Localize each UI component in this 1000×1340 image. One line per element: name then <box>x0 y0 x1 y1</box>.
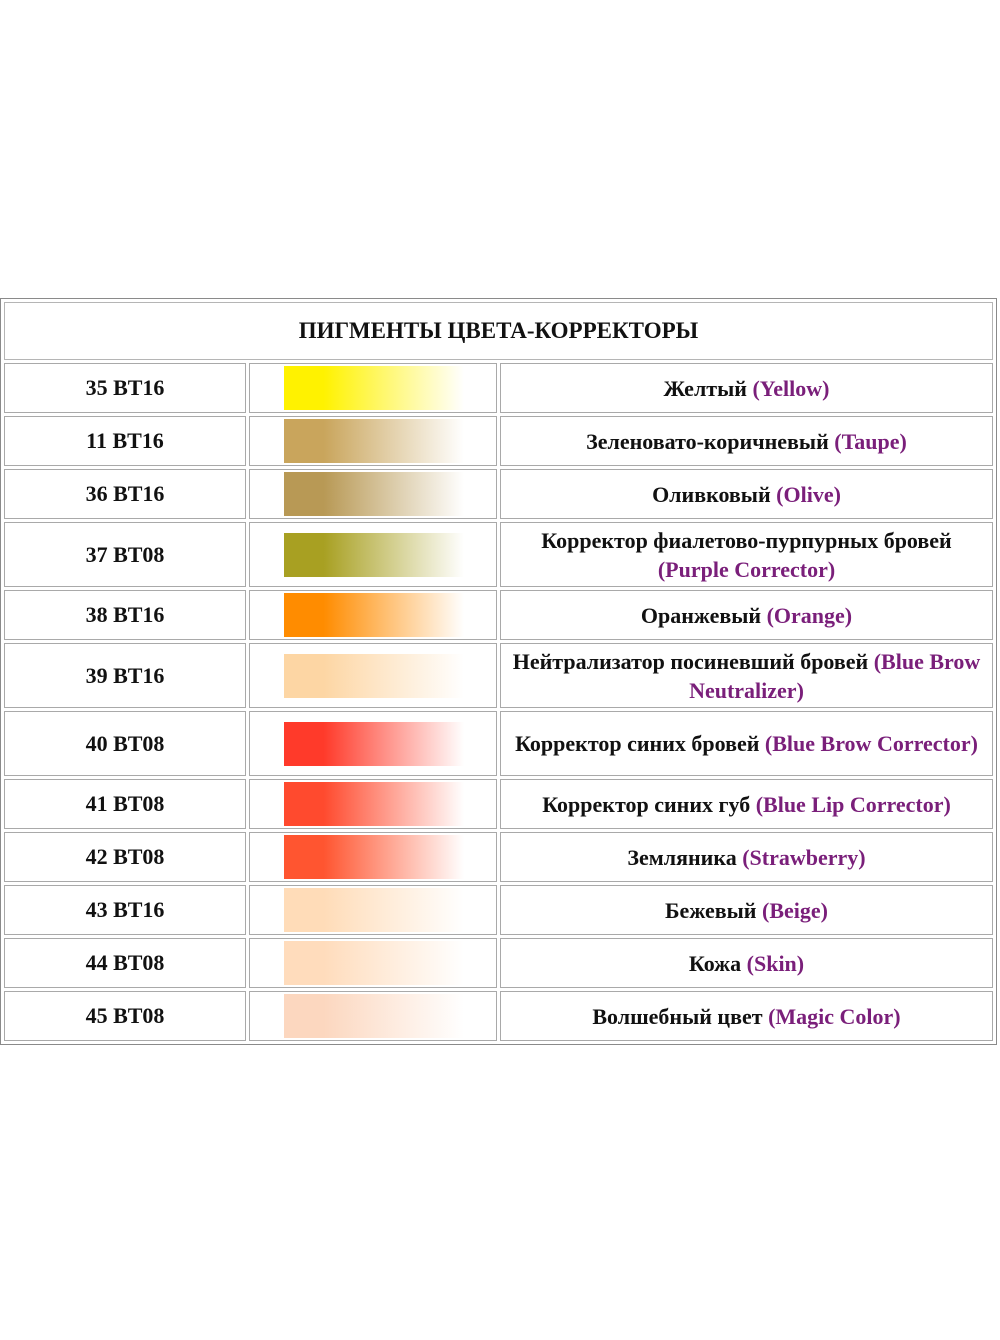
table-row <box>4 991 993 1041</box>
pigment-name-ru: Кожа <box>688 950 742 976</box>
pigment-table <box>0 298 997 1045</box>
swatch-cell <box>249 643 497 708</box>
color-swatch <box>284 593 464 637</box>
pigment-code: 11 BT16 <box>4 416 246 466</box>
swatch-cell <box>249 938 497 988</box>
pigment-name-en: (Orange) <box>766 602 853 628</box>
pigment-name-ru: Корректор синих губ <box>542 791 751 817</box>
pigment-code: 42 BT08 <box>4 832 246 882</box>
table-body <box>1 363 996 1041</box>
pigment-code: 38 BT16 <box>4 590 246 640</box>
swatch-cell <box>249 991 497 1041</box>
color-swatch <box>284 722 464 766</box>
pigment-name-text <box>515 729 978 758</box>
pigment-name <box>500 590 993 640</box>
table-row <box>4 885 993 935</box>
pigment-name <box>500 885 993 935</box>
color-swatch <box>284 472 464 516</box>
pigment-name-ru: Корректор синих бровей <box>515 731 760 756</box>
pigment-name-en: (Blue Brow Neutralizer) <box>689 648 981 703</box>
swatch-cell <box>249 363 497 413</box>
pigment-code: 36 BT16 <box>4 469 246 519</box>
pigment-name-text <box>505 647 988 705</box>
pigment-name-text <box>542 790 951 819</box>
pigment-name <box>500 416 993 466</box>
pigment-name-en: (Taupe) <box>834 428 907 454</box>
pigment-code: 45 BT08 <box>4 991 246 1041</box>
pigment-name <box>500 832 993 882</box>
pigment-name-text <box>627 843 865 872</box>
table-row <box>4 938 993 988</box>
pigment-name-text <box>505 526 988 584</box>
pigment-code: 40 BT08 <box>4 711 246 776</box>
pigment-name-en: (Yellow) <box>752 375 830 401</box>
pigment-name-text <box>652 480 841 509</box>
table-row <box>4 779 993 829</box>
pigment-name <box>500 711 993 776</box>
swatch-cell <box>249 416 497 466</box>
pigment-name-ru: Оливковый <box>652 481 771 507</box>
pigment-name-en: (Strawberry) <box>742 844 866 870</box>
pigment-name-ru: Желтый <box>663 375 747 401</box>
table-row <box>4 832 993 882</box>
color-swatch <box>284 366 464 410</box>
color-swatch <box>284 419 464 463</box>
pigment-name-en: (Blue Brow Corrector) <box>764 731 978 756</box>
color-swatch <box>284 888 464 932</box>
swatch-cell <box>249 832 497 882</box>
pigment-name-en: (Beige) <box>762 897 828 923</box>
pigment-name-ru: Волшебный цвет <box>592 1003 763 1029</box>
table-row <box>4 522 993 587</box>
pigment-name-text <box>641 601 852 630</box>
pigment-name <box>500 991 993 1041</box>
table-row <box>4 590 993 640</box>
pigment-name <box>500 779 993 829</box>
color-swatch <box>284 782 464 826</box>
color-swatch <box>284 941 464 985</box>
pigment-name-ru: Бежевый <box>665 897 757 923</box>
pigment-name-en: (Purple Corrector) <box>657 556 836 582</box>
table-row <box>4 469 993 519</box>
color-swatch <box>284 533 464 577</box>
color-swatch <box>284 654 464 698</box>
pigment-name-en: (Magic Color) <box>768 1003 901 1029</box>
pigment-code: 41 BT08 <box>4 779 246 829</box>
swatch-cell <box>249 469 497 519</box>
pigment-name-text <box>665 896 828 925</box>
swatch-cell <box>249 522 497 587</box>
pigment-name-ru: Земляника <box>627 844 737 870</box>
pigment-name-text <box>586 427 907 456</box>
swatch-cell <box>249 885 497 935</box>
swatch-cell <box>249 779 497 829</box>
pigment-name-ru: Оранжевый <box>640 602 762 628</box>
table-row <box>4 416 993 466</box>
table-row <box>4 363 993 413</box>
pigment-name-text <box>689 949 804 978</box>
pigment-name-ru: Нейтрализатор посиневший бровей <box>512 648 869 674</box>
pigment-name-ru: Корректор фиалетово-пурпурных бровей <box>541 527 952 553</box>
pigment-code: 37 BT08 <box>4 522 246 587</box>
pigment-name-text <box>664 374 830 403</box>
pigment-code: 35 BT16 <box>4 363 246 413</box>
table-title: ПИГМЕНТЫ ЦВЕТА-КОРРЕКТОРЫ <box>4 302 993 360</box>
pigment-name <box>500 469 993 519</box>
pigment-name <box>500 363 993 413</box>
swatch-cell <box>249 711 497 776</box>
pigment-name-text <box>592 1002 900 1031</box>
pigment-name <box>500 522 993 587</box>
pigment-code: 43 BT16 <box>4 885 246 935</box>
pigment-code: 44 BT08 <box>4 938 246 988</box>
pigment-code: 39 BT16 <box>4 643 246 708</box>
pigment-name-ru: Зеленовато-коричневый <box>586 428 829 454</box>
pigment-name <box>500 643 993 708</box>
pigment-name <box>500 938 993 988</box>
color-swatch <box>284 994 464 1038</box>
pigment-name-en: (Olive) <box>776 481 841 507</box>
pigment-name-en: (Blue Lip Corrector) <box>755 791 951 817</box>
swatch-cell <box>249 590 497 640</box>
color-swatch <box>284 835 464 879</box>
pigment-name-en: (Skin) <box>746 950 805 976</box>
table-row <box>4 643 993 708</box>
table-row <box>4 711 993 776</box>
